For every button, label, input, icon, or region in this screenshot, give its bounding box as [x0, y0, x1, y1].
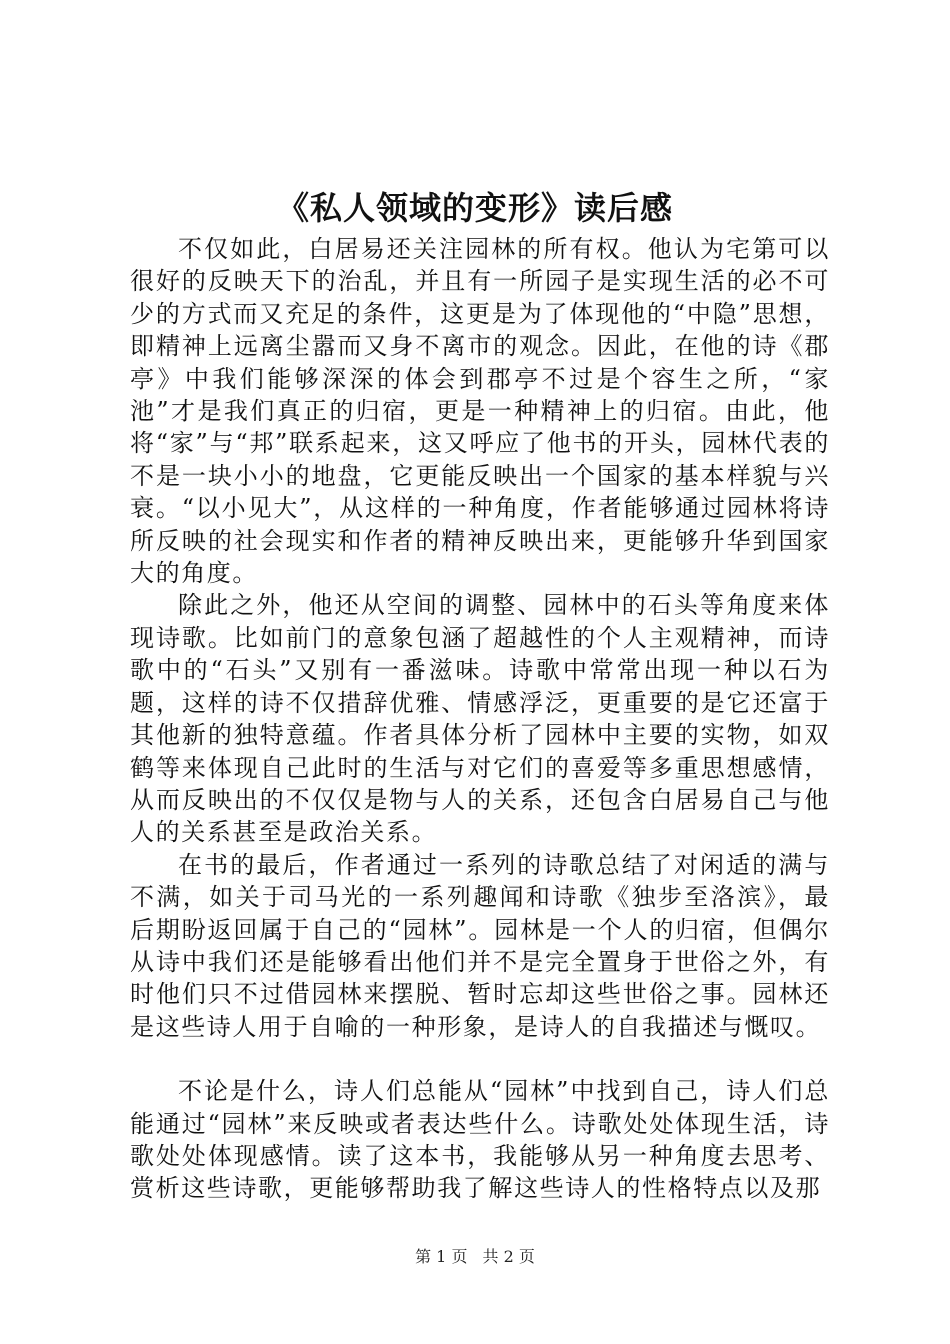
paragraph-3: 在书的最后，作者通过一系列的诗歌总结了对闲适的满与不满，如关于司马光的一系列趣闻和诗歌《独步至洛滨》，最后期盼返回属于自己的“园林”。园林是一个人的归宿，但偶尔从诗中我们还是能够看出他们并不是完全置身于世俗之外，有时他们只不过借园林来摆脱、暂时忘却这些世俗之事。园林还是这些诗人用于自喻的一种形象，是诗人的自我描述与慨叹。	[130, 850, 830, 1041]
page-total: 共 2 页	[482, 1247, 535, 1266]
page-number: 第 1 页	[415, 1247, 468, 1266]
paragraph-1: 不仅如此，白居易还关注园林的所有权。他认为宅第可以很好的反映天下的治乱，并且有一所园子是实现生活的必不可少的方式而又充足的条件，这更是为了体现他的“中隐”思想，即精神上远离尘嚣而又身不离市的观念。因此，在他的诗《郡亭》中我们能够深深的体会到郡亭不过是个容生之所，“家池”才是我们真正的归宿，更是一种精神上的归宿。由此，他将“家”与“邦”联系起来，这又呼应了他书的开头，园林代表的不是一块小小的地盘，它更能反映出一个国家的基本样貌与兴衰。“以小见大”，从这样的一种角度，作者能够通过园林将诗所反映的社会现实和作者的精神反映出来，更能够升华到国家大的角度。	[130, 235, 830, 588]
paragraph-2: 除此之外，他还从空间的调整、园林中的石头等角度来体现诗歌。比如前门的意象包涵了超越性的个人主观精神，而诗歌中的“石头”又别有一番滋味。诗歌中常常出现一种以石为题，这样的诗不仅措辞优雅、情感浮泛，更重要的是它还富于其他新的独特意蕴。作者具体分析了园林中主要的实物，如双鹤等来体现自己此时的生活与对它们的喜爱等多重思想感情，从而反映出的不仅仅是物与人的关系，还包含白居易自己与他人的关系甚至是政治关系。	[130, 591, 830, 847]
document-title: 《私人领域的变形》读后感	[276, 189, 673, 227]
page-footer	[0, 1246, 950, 1268]
document-body	[130, 233, 830, 1205]
paragraph-4: 不论是什么，诗人们总能从“园林”中找到自己，诗人们总能通过“园林”来反映或者表达些什么。诗歌处处体现生活，诗歌处处体现感情。读了这本书，我能够从另一种角度去思考、赏析这些诗歌，更能够帮助我了解这些诗人的性格特点以及那	[130, 1077, 830, 1203]
